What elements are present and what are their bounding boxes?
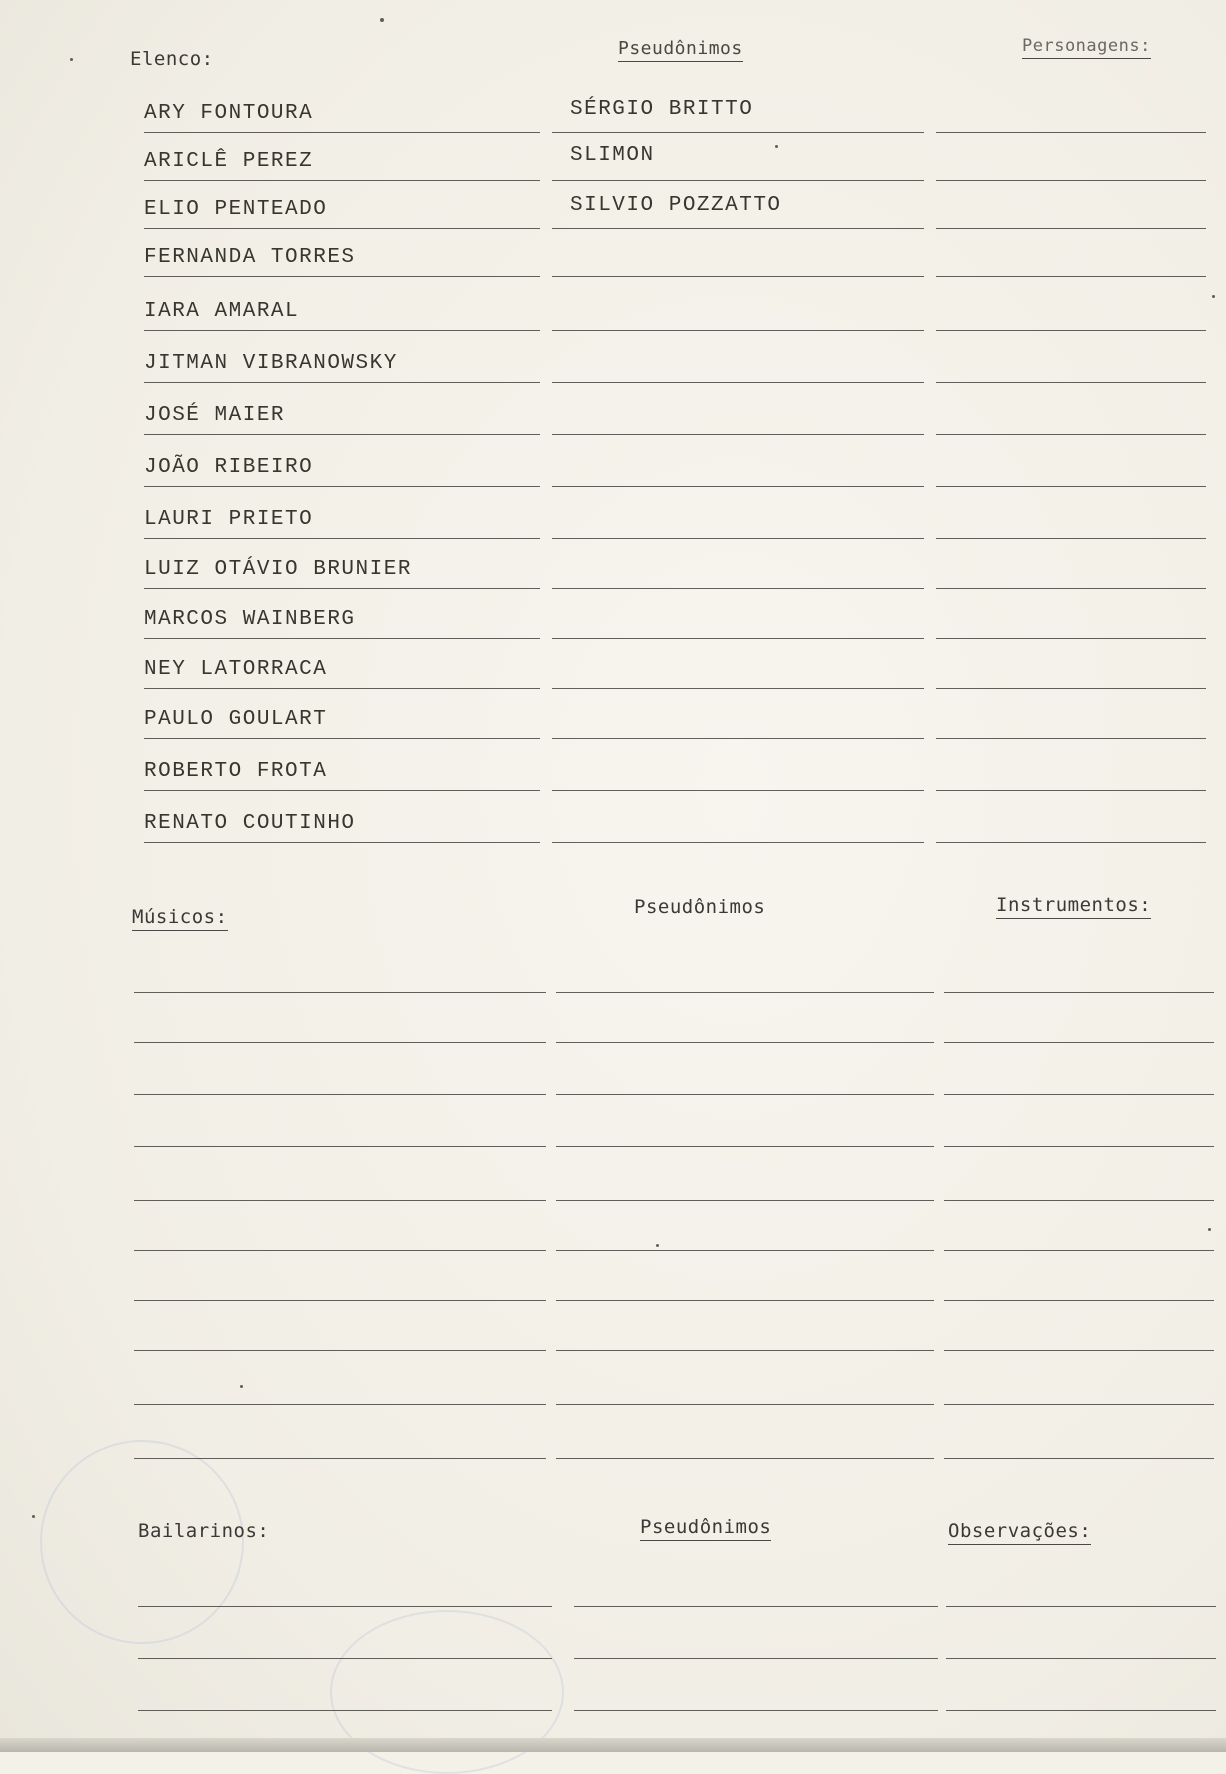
musico-underline: [134, 1094, 546, 1095]
instrumento-underline: [944, 1350, 1214, 1351]
pseudonimo-underline: [552, 688, 924, 689]
instrumentos-header: Instrumentos:: [996, 894, 1151, 919]
musico-underline: [134, 1146, 546, 1147]
elenco-underline: [144, 588, 540, 589]
scan-speck: [775, 145, 778, 148]
personagem-underline: [936, 638, 1206, 639]
personagem-underline: [936, 738, 1206, 739]
personagens-header: Personagens:: [1022, 36, 1151, 59]
observacao-underline: [946, 1658, 1216, 1659]
instrumento-underline: [944, 1300, 1214, 1301]
scan-speck: [70, 58, 73, 61]
instrumento-underline: [944, 1042, 1214, 1043]
personagem-underline: [936, 276, 1206, 277]
scan-speck: [240, 1385, 243, 1388]
instrumento-underline: [944, 992, 1214, 993]
bailarinos-header: Bailarinos:: [138, 1520, 270, 1542]
pseudonimo-underline: [556, 1350, 934, 1351]
pseudonimo-underline: [552, 330, 924, 331]
pseudonimo-underline: [556, 1094, 934, 1095]
pseudonimo-underline: [556, 1200, 934, 1201]
musico-underline: [134, 1300, 546, 1301]
bailarino-underline: [138, 1658, 552, 1659]
elenco-underline: [144, 276, 540, 277]
personagem-underline: [936, 382, 1206, 383]
elenco-name: NEY LATORRACA: [144, 658, 328, 681]
elenco-underline: [144, 842, 540, 843]
personagem-underline: [936, 228, 1206, 229]
pseudonimo-underline: [552, 228, 924, 229]
pseudonimo-underline: [552, 486, 924, 487]
personagem-underline: [936, 688, 1206, 689]
personagem-underline: [936, 790, 1206, 791]
musico-underline: [134, 1042, 546, 1043]
pseudonimo-underline: [556, 1404, 934, 1405]
pseudonimo-underline: [552, 434, 924, 435]
elenco-underline: [144, 688, 540, 689]
pseudonimo-underline: [556, 1300, 934, 1301]
scan-speck: [1208, 1228, 1211, 1231]
scan-bottom-edge: [0, 1738, 1226, 1752]
pseudonimo-underline: [552, 790, 924, 791]
elenco-name: LUIZ OTÁVIO BRUNIER: [144, 558, 412, 581]
personagem-underline: [936, 330, 1206, 331]
personagem-underline: [936, 132, 1206, 133]
elenco-name: ELIO PENTEADO: [144, 198, 328, 221]
instrumento-underline: [944, 1146, 1214, 1147]
pseudonimo-underline: [556, 1458, 934, 1459]
pseudonimo-underline: [556, 1146, 934, 1147]
elenco-underline: [144, 382, 540, 383]
elenco-header: Elenco:: [130, 48, 214, 70]
observacoes-header: Observações:: [948, 1520, 1091, 1545]
elenco-name: ARICLÊ PEREZ: [144, 150, 314, 173]
musicos-header: Músicos:: [132, 906, 228, 931]
musico-underline: [134, 1200, 546, 1201]
scan-speck: [656, 1244, 659, 1247]
pseudonimos-header-musicos: Pseudônimos: [634, 896, 766, 918]
elenco-name: ROBERTO FROTA: [144, 760, 328, 783]
elenco-underline: [144, 790, 540, 791]
elenco-underline: [144, 538, 540, 539]
pseudonimo-underline: [552, 276, 924, 277]
instrumento-underline: [944, 1200, 1214, 1201]
pseudonimo-underline: [574, 1710, 938, 1711]
elenco-name: PAULO GOULART: [144, 708, 328, 731]
personagem-underline: [936, 588, 1206, 589]
elenco-name: ARY FONTOURA: [144, 102, 314, 125]
scan-speck: [380, 18, 384, 22]
personagem-underline: [936, 842, 1206, 843]
elenco-underline: [144, 330, 540, 331]
pseudonimo-underline: [552, 588, 924, 589]
elenco-name: IARA AMARAL: [144, 300, 300, 323]
pseudonimo-name: SLIMON: [570, 144, 655, 167]
observacao-underline: [946, 1606, 1216, 1607]
pseudonimo-underline: [556, 992, 934, 993]
pseudonimo-underline: [552, 738, 924, 739]
musico-underline: [134, 1250, 546, 1251]
personagem-underline: [936, 180, 1206, 181]
pseudonimos-header-bailarinos: Pseudônimos: [640, 1516, 771, 1541]
elenco-underline: [144, 434, 540, 435]
observacao-underline: [946, 1710, 1216, 1711]
bailarino-underline: [138, 1606, 552, 1607]
pseudonimo-underline: [556, 1042, 934, 1043]
elenco-underline: [144, 638, 540, 639]
elenco-name: JOSÉ MAIER: [144, 404, 286, 427]
pseudonimo-underline: [556, 1250, 934, 1251]
elenco-name: JOÃO RIBEIRO: [144, 456, 314, 479]
pseudonimo-underline: [552, 382, 924, 383]
instrumento-underline: [944, 1404, 1214, 1405]
pseudonimo-name: SILVIO POZZATTO: [570, 194, 782, 217]
elenco-underline: [144, 132, 540, 133]
elenco-name: RENATO COUTINHO: [144, 812, 356, 835]
personagem-underline: [936, 486, 1206, 487]
pseudonimo-underline: [574, 1606, 938, 1607]
elenco-underline: [144, 738, 540, 739]
pseudonimo-underline: [552, 132, 924, 133]
musico-underline: [134, 1404, 546, 1405]
bailarino-underline: [138, 1710, 552, 1711]
scan-speck: [32, 1515, 35, 1518]
scan-speck: [1212, 295, 1215, 298]
musico-underline: [134, 1350, 546, 1351]
pseudonimo-underline: [552, 538, 924, 539]
personagem-underline: [936, 538, 1206, 539]
personagem-underline: [936, 434, 1206, 435]
musico-underline: [134, 1458, 546, 1459]
pseudonimo-underline: [552, 638, 924, 639]
elenco-underline: [144, 228, 540, 229]
instrumento-underline: [944, 1458, 1214, 1459]
elenco-name: JITMAN VIBRANOWSKY: [144, 352, 398, 375]
elenco-name: LAURI PRIETO: [144, 508, 314, 531]
elenco-underline: [144, 180, 540, 181]
instrumento-underline: [944, 1094, 1214, 1095]
elenco-underline: [144, 486, 540, 487]
instrumento-underline: [944, 1250, 1214, 1251]
pseudonimos-header-elenco: Pseudônimos: [618, 38, 743, 62]
pseudonimo-name: SÉRGIO BRITTO: [570, 98, 754, 121]
elenco-name: FERNANDA TORRES: [144, 246, 356, 269]
pseudonimo-underline: [552, 180, 924, 181]
pseudonimo-underline: [574, 1658, 938, 1659]
elenco-name: MARCOS WAINBERG: [144, 608, 356, 631]
musico-underline: [134, 992, 546, 993]
pseudonimo-underline: [552, 842, 924, 843]
